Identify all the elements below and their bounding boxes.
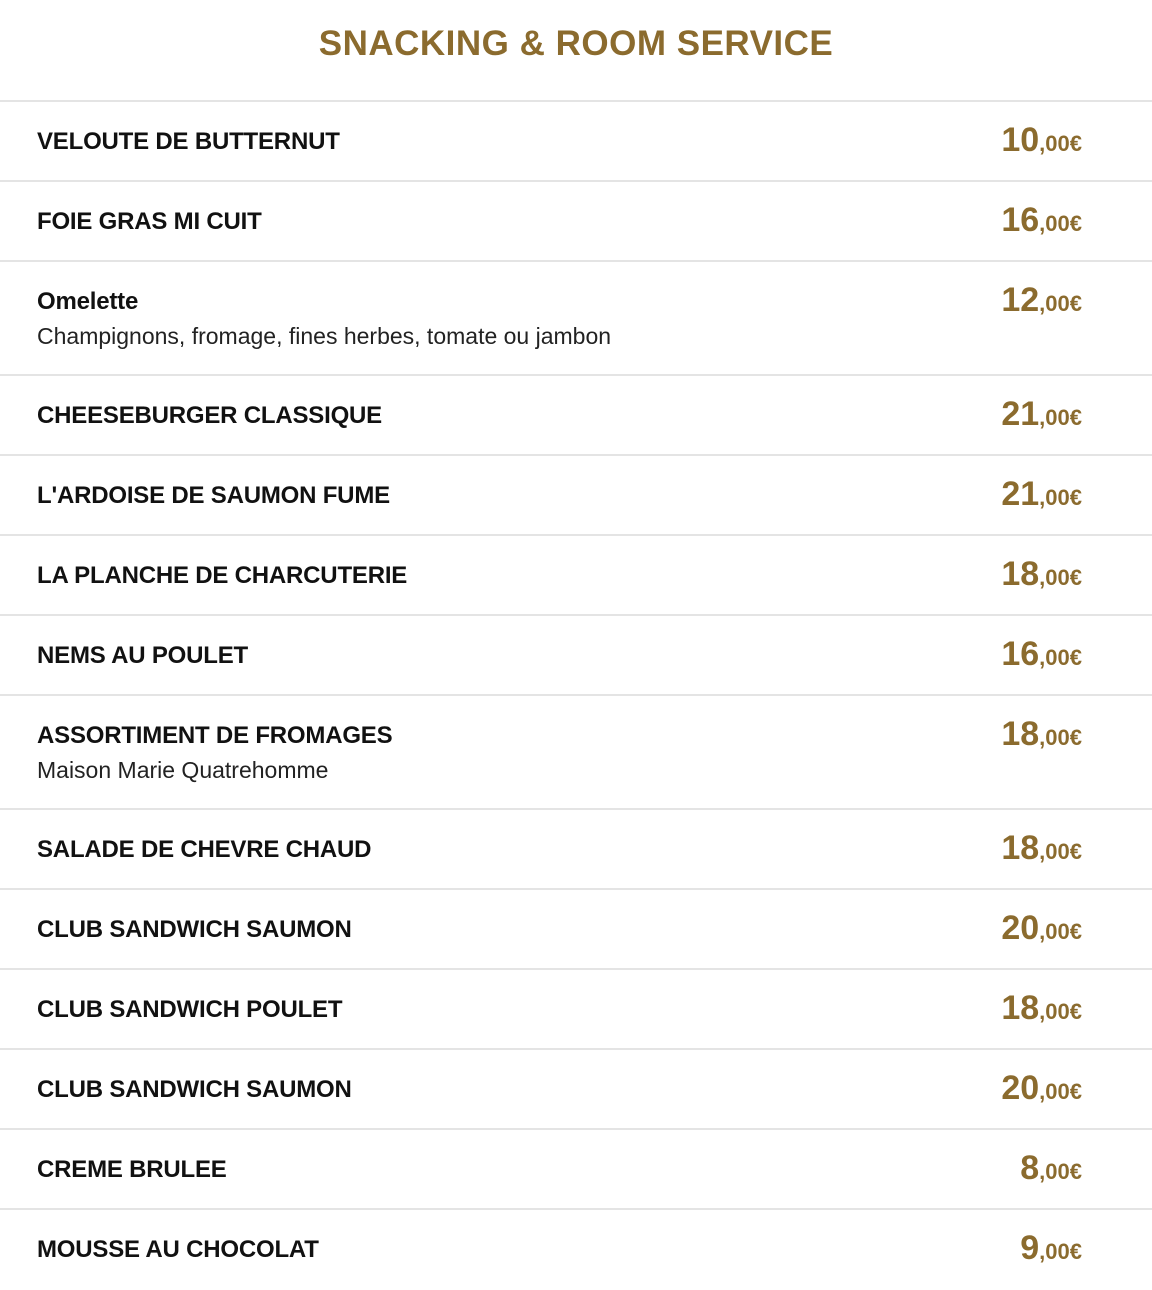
item-name: CLUB SANDWICH SAUMON [37,1076,352,1103]
price-integer: 20 [1001,909,1040,947]
item-name: LA PLANCHE DE CHARCUTERIE [37,562,408,589]
price-decimal: ,00€ [1039,1079,1082,1104]
page-title: SNACKING & ROOM SERVICE [0,0,1152,102]
price-integer: 21 [1001,475,1040,513]
menu-item [0,536,1152,616]
menu-item [0,1210,1152,1290]
menu-item [0,696,1152,810]
price-integer: 16 [1001,635,1040,673]
item-price [1001,394,1082,434]
menu-item [0,810,1152,890]
price-decimal: ,00€ [1039,131,1082,156]
price-integer: 18 [1001,829,1040,867]
item-name: FOIE GRAS MI CUIT [37,208,262,235]
item-name: VELOUTE DE BUTTERNUT [37,128,340,155]
price-decimal: ,00€ [1039,291,1082,316]
item-name: L'ARDOISE DE SAUMON FUME [37,482,390,509]
item-name: CHEESEBURGER CLASSIQUE [37,402,382,429]
price-decimal: ,00€ [1039,919,1082,944]
price-integer: 10 [1001,121,1040,159]
item-name: CREME BRULEE [37,1156,227,1183]
price-decimal: ,00€ [1039,405,1082,430]
item-price [1001,280,1082,320]
item-price [1001,200,1082,240]
item-price [1001,714,1082,754]
menu-item [0,890,1152,970]
price-decimal: ,00€ [1039,565,1082,590]
item-price [1001,908,1082,948]
item-name: ASSORTIMENT DE FROMAGES [37,722,393,749]
item-name: CLUB SANDWICH SAUMON [37,916,352,943]
price-decimal: ,00€ [1039,1239,1082,1264]
menu-item [0,376,1152,456]
menu-list [0,102,1152,1290]
item-price [1001,988,1082,1028]
menu-item [0,616,1152,696]
price-decimal: ,00€ [1039,839,1082,864]
menu-item [0,1130,1152,1210]
menu-item [0,182,1152,262]
item-price [1001,120,1082,160]
price-integer: 9 [1020,1229,1040,1267]
price-integer: 21 [1001,395,1040,433]
item-description: Champignons, fromage, fines herbes, tomate ou jambon [37,323,612,349]
item-price [1001,828,1082,868]
item-price [1001,1068,1082,1108]
price-integer: 12 [1001,281,1040,319]
item-price [1001,634,1082,674]
menu-item [0,1050,1152,1130]
price-integer: 18 [1001,555,1040,593]
menu-item [0,970,1152,1050]
menu-item [0,456,1152,536]
item-name: MOUSSE AU CHOCOLAT [37,1236,319,1263]
item-price [1020,1148,1082,1188]
item-name: CLUB SANDWICH POULET [37,996,343,1023]
price-integer: 18 [1001,715,1040,753]
item-name: SALADE DE CHEVRE CHAUD [37,836,372,863]
menu-item [0,262,1152,376]
item-price [1001,554,1082,594]
price-integer: 16 [1001,201,1040,239]
price-decimal: ,00€ [1039,1159,1082,1184]
item-name: Omelette [37,288,139,315]
price-decimal: ,00€ [1039,645,1082,670]
item-description: Maison Marie Quatrehomme [37,757,329,783]
price-integer: 8 [1020,1149,1040,1187]
price-decimal: ,00€ [1039,725,1082,750]
price-decimal: ,00€ [1039,485,1082,510]
price-integer: 20 [1001,1069,1040,1107]
item-price [1001,474,1082,514]
item-price [1020,1228,1082,1268]
menu-item [0,102,1152,182]
price-integer: 18 [1001,989,1040,1027]
item-name: NEMS AU POULET [37,642,248,669]
price-decimal: ,00€ [1039,999,1082,1024]
price-decimal: ,00€ [1039,211,1082,236]
